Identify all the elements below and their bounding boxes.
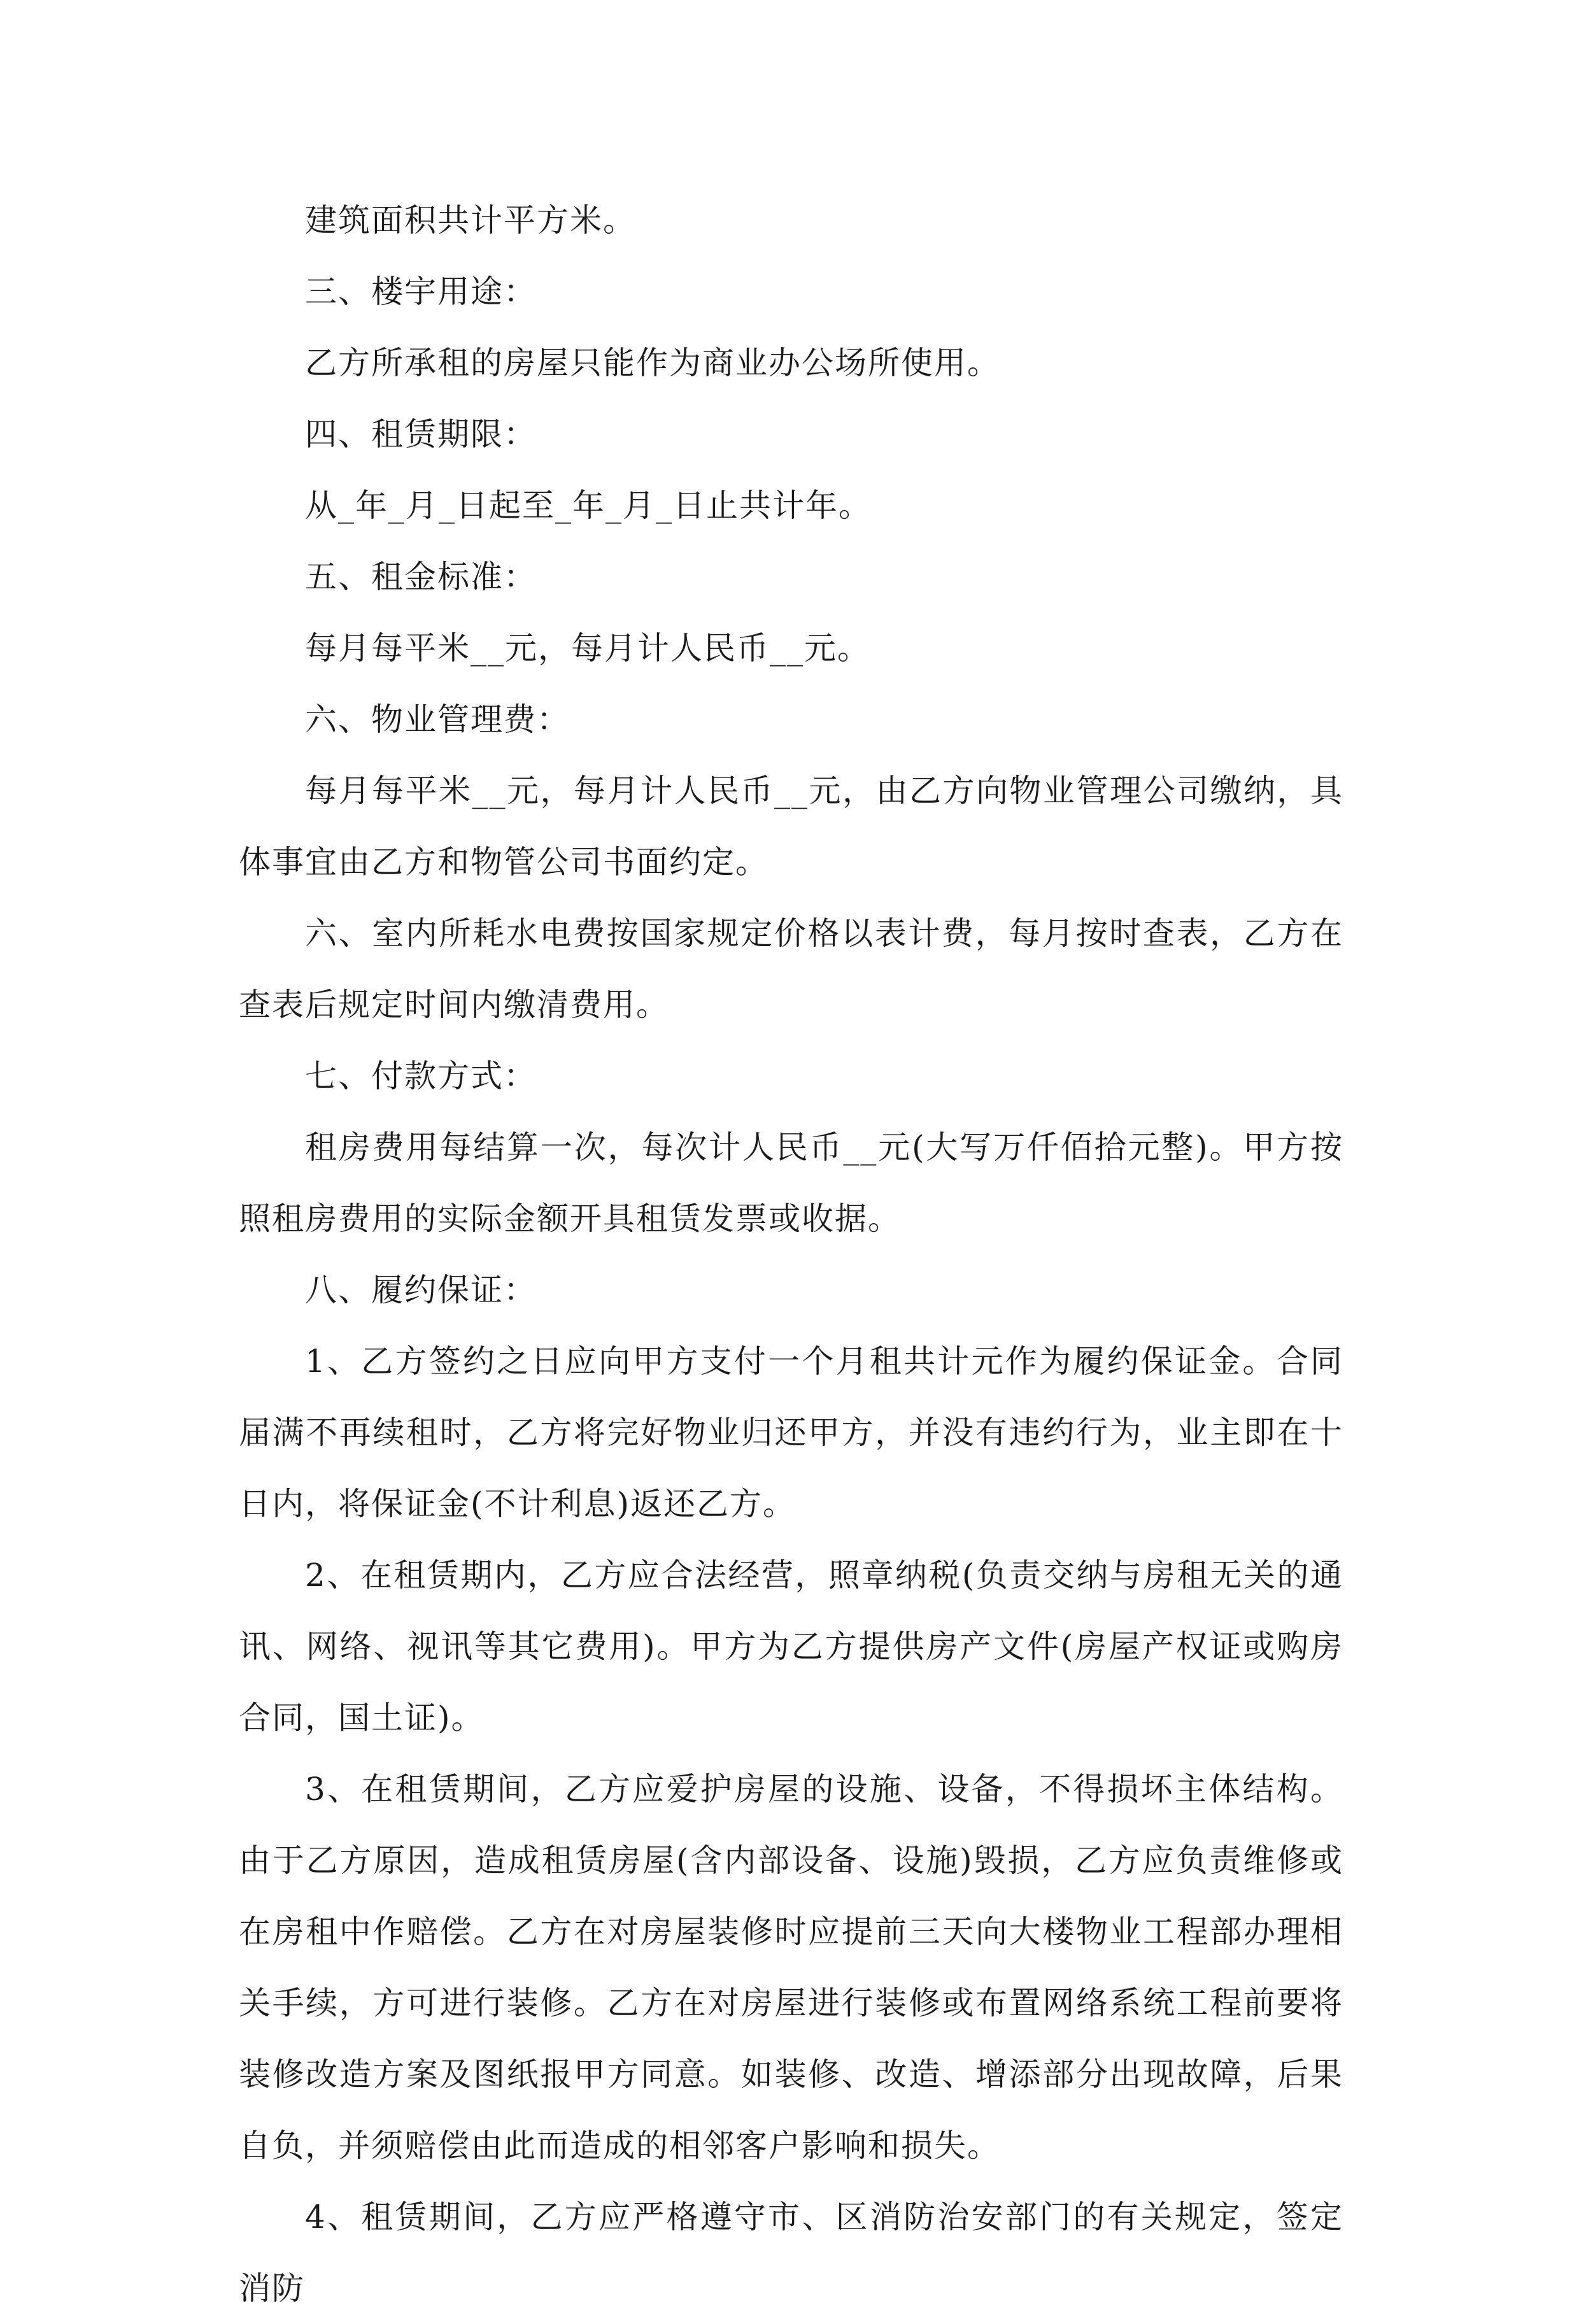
heading-performance-guarantee: 八、履约保证： [305, 1272, 537, 1308]
paragraph-payment-method: 租房费用每结算一次，每次计人民币__元(大写万仟佰拾元整)。甲方按照租房费用的实际金额开具租赁发票或收据。 [239, 1129, 1343, 1237]
heading-building-use: 三、楼宇用途： [305, 273, 537, 310]
document-body [239, 185, 1343, 2324]
paragraph-property-fee: 每月每平米__元，每月计人民币__元，由乙方向物业管理公司缴纳，具体事宜由乙方和物管公司书面约定。 [239, 772, 1343, 881]
clause-4-fire-safety: 4、租赁期间，乙方应严格遵守市、区消防治安部门的有关规定，签定消防 [239, 2199, 1343, 2307]
heading-property-fee: 六、物业管理费： [305, 701, 570, 738]
clause-3-maintenance: 3、在租赁期间，乙方应爱护房屋的设施、设备，不得损坏主体结构。由于乙方原因，造成租赁房屋(含内部设备、设施)毁损，乙方应负责维修或在房租中作赔偿。乙方在对房屋装修时应提前三天向大楼物业工程部办理相关手续，方可进行装修。乙方在对房屋进行装修或布置网络系统工程前要将装修改造方案及图纸报甲方同意。如装修、改造、增添部分出现故障，后果自负，并须赔偿由此而造成的相邻客户影响和损失。 [239, 1771, 1343, 2164]
heading-rent-standard: 五、租金标准： [305, 558, 537, 595]
paragraph-building-area: 建筑面积共计平方米。 [305, 202, 636, 239]
clause-1-deposit: 1、乙方签约之日应向甲方支付一个月租共计元作为履约保证金。合同届满不再续租时，乙方将完好物业归还甲方，并没有违约行为，业主即在十日内，将保证金(不计利息)返还乙方。 [239, 1343, 1343, 1522]
paragraph-lease-term: 从_年_月_日起至_年_月_日止共计年。 [305, 487, 872, 524]
heading-payment-method: 七、付款方式： [305, 1058, 537, 1095]
paragraph-building-use: 乙方所承租的房屋只能作为商业办公场所使用。 [305, 344, 1000, 381]
heading-lease-term: 四、租赁期限： [305, 416, 537, 453]
paragraph-rent-standard: 每月每平米__元，每月计人民币__元。 [305, 630, 870, 667]
paragraph-utilities: 六、室内所耗水电费按国家规定价格以表计费，每月按时查表，乙方在查表后规定时间内缴清费用。 [239, 915, 1343, 1023]
clause-2-lawful-operation: 2、在租赁期内，乙方应合法经营，照章纳税(负责交纳与房租无关的通讯、网络、视讯等其它费用)。甲方为乙方提供房产文件(房屋产权证或购房合同，国土证)。 [239, 1557, 1343, 1736]
